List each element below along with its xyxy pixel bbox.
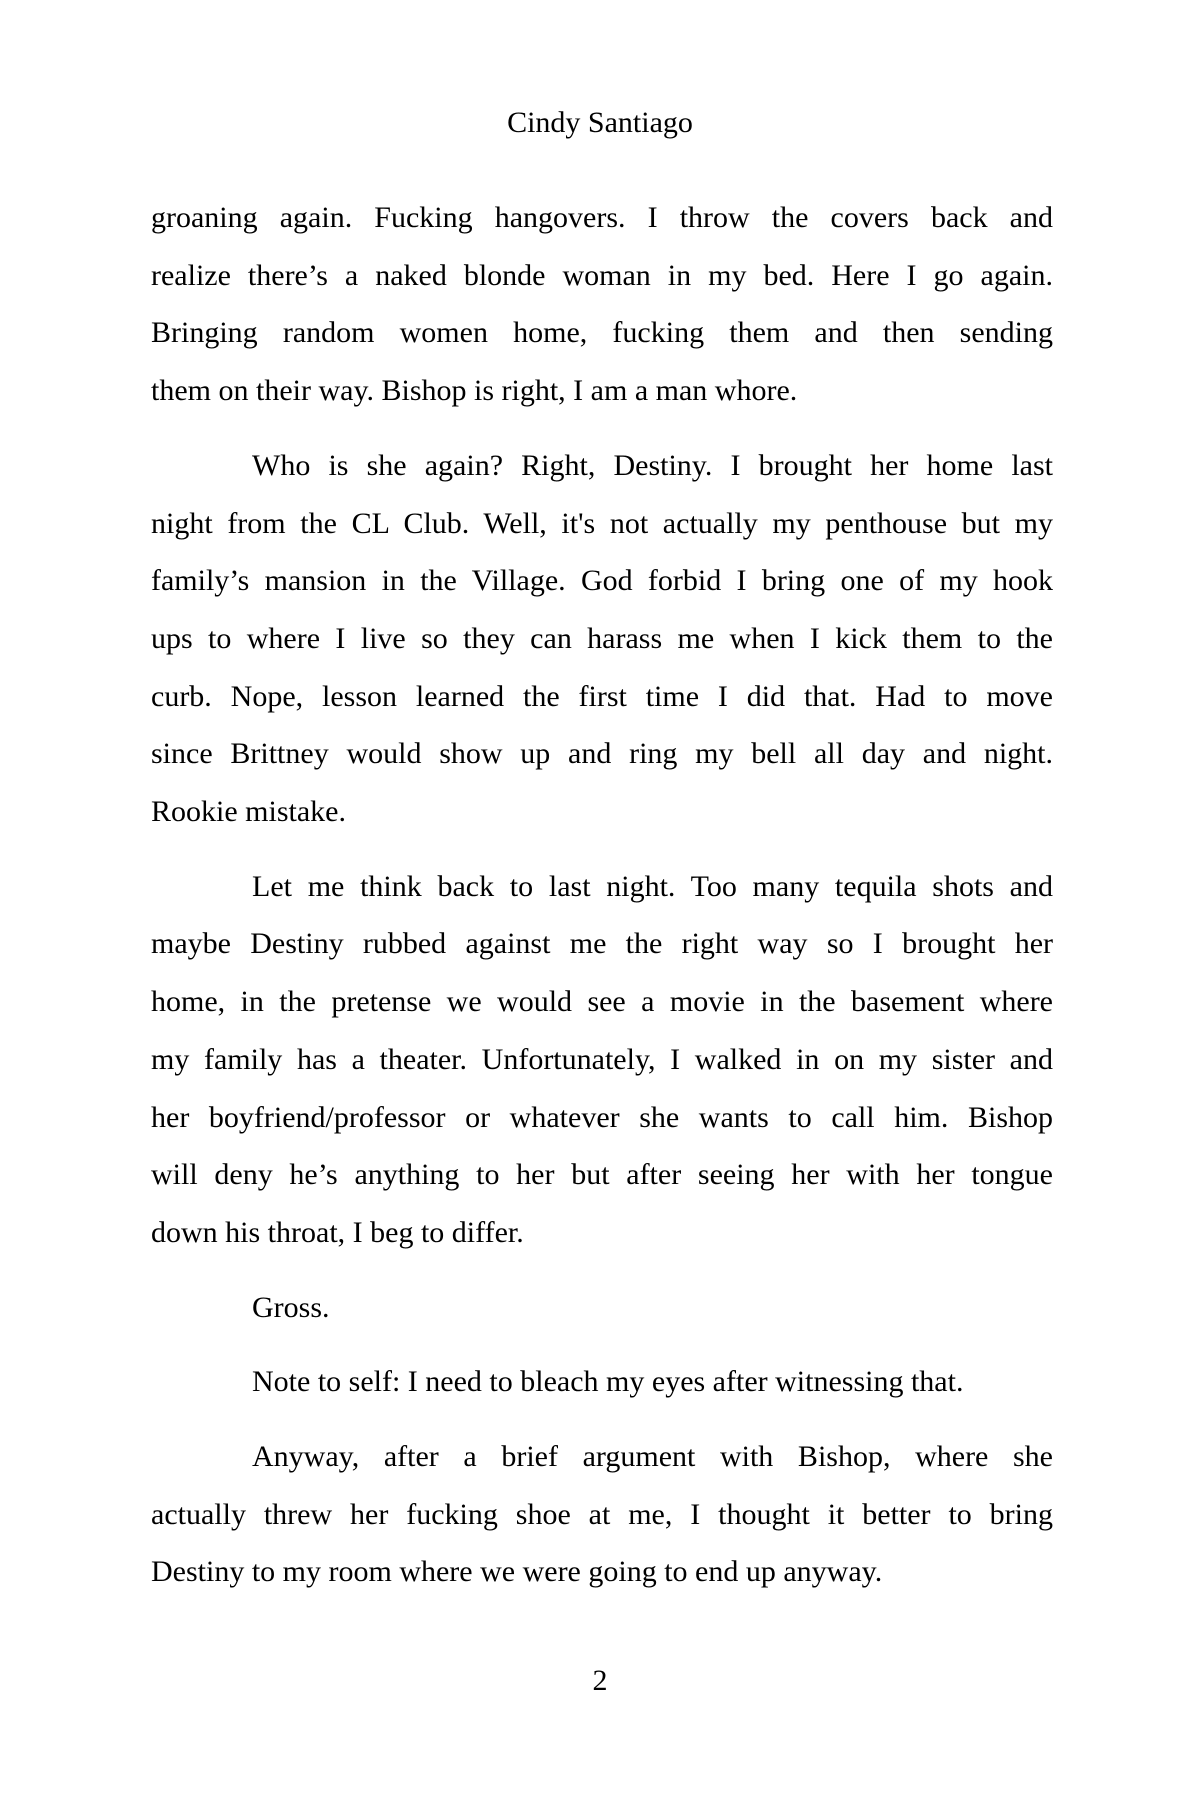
text-line: will deny he’s anything to her but after seeing her with her tongue — [151, 1158, 1053, 1192]
text-line: maybe Destiny rubbed against me the right way so I brought her — [151, 927, 1053, 961]
text-line: her boyfriend/professor or whatever she wants to call him. Bishop — [151, 1100, 1053, 1134]
text-line: Note to self: I need to bleach my eyes after witnessing that. — [252, 1365, 964, 1399]
text-line: Who is she again? Right, Destiny. I brought her home last — [252, 448, 1053, 482]
text-line: actually threw her fucking shoe at me, I thought it better to bring — [151, 1497, 1053, 1531]
text-line: family’s mansion in the Village. God forbid I bring one of my hook — [151, 564, 1053, 598]
text-line: since Brittney would show up and ring my bell all day and night. — [151, 737, 1053, 771]
text-line: realize there’s a naked blonde woman in my bed. Here I go again. — [151, 258, 1053, 292]
running-header-author: Cindy Santiago — [507, 106, 693, 139]
text-line: groaning again. Fucking hangovers. I throw the covers back and — [151, 201, 1053, 234]
text-line: ups to where I live so they can harass me when I kick them to the — [151, 621, 1053, 655]
text-line: Bringing random women home, fucking them and then sending — [151, 316, 1053, 350]
text-line: Let me think back to last night. Too many tequila shots and — [252, 869, 1053, 903]
text-line: them on their way. Bishop is right, I am a man whore. — [151, 374, 798, 408]
text-line: Destiny to my room where we were going to end up anyway. — [151, 1555, 883, 1589]
text-line: home, in the pretense we would see a movie in the basement where — [151, 985, 1053, 1019]
text-line: Rookie mistake. — [151, 795, 346, 828]
page-number: 2 — [592, 1664, 608, 1697]
text-line: down his throat, I beg to differ. — [151, 1215, 524, 1249]
text-line: Anyway, after a brief argument with Bishop, where she — [252, 1440, 1053, 1473]
text-line: my family has a theater. Unfortunately, I walked in on my sister and — [151, 1042, 1053, 1076]
text-line: curb. Nope, lesson learned the first time I did that. Had to move — [151, 679, 1053, 713]
text-line: Gross. — [252, 1290, 330, 1324]
text-line: night from the CL Club. Well, it's not actually my penthouse but my — [151, 506, 1053, 540]
